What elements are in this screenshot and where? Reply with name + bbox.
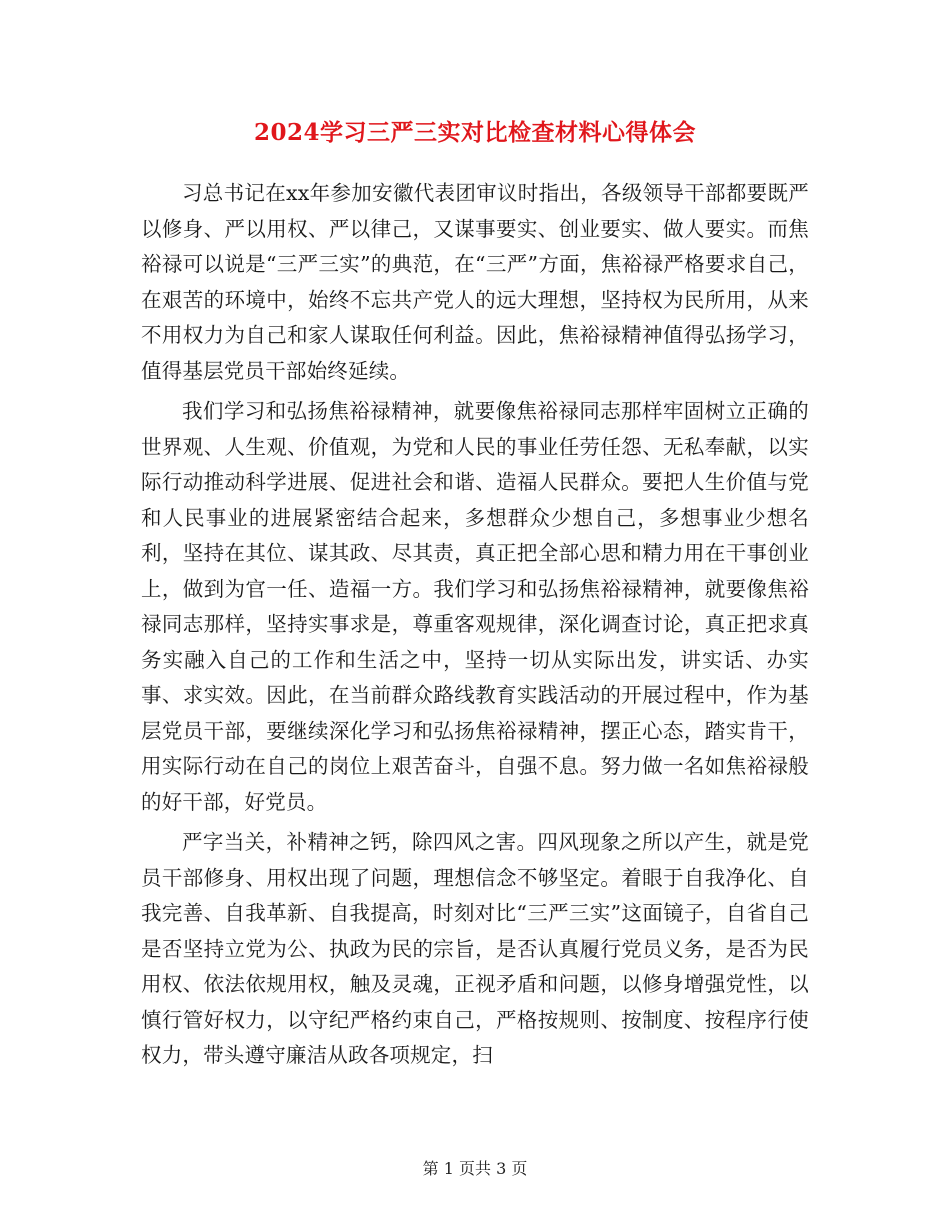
document-title: 2024学习三严三实对比检查材料心得体会	[253, 119, 696, 146]
paragraph-2: 我们学习和弘扬焦裕禄精神，就要像焦裕禄同志那样牢固树立正确的世界观、人生观、价值观，为党和人民的事业任劳任怨、无私奉献，以实际行动推动科学进展、促进社会和谐、造福人民群众。要把人生价值与党和人民事业的进展紧密结合起来，多想群众少想自己，多想事业少想名利，坚持在其位、谋其政、尽其责，真正把全部心思和精力用在干事创业上，做到为官一任、造福一方。我们学习和弘扬焦裕禄精神，就要像焦裕禄同志那样，坚持实事求是，尊重客观规律，深化调查讨论，真正把求真务实融入自己的工作和生活之中，坚持一切从实际出发，讲实话、办实事、求实效。因此，在当前群众路线教育实践活动的开展过程中，作为基层党员干部，要继续深化学习和弘扬焦裕禄精神，摆正心态，踏实肯干，用实际行动在自己的岗位上艰苦奋斗，自强不息。努力做一名如焦裕禄般的好干部，好党员。	[141, 399, 809, 814]
document-body	[141, 176, 809, 1079]
page-footer: 第 1 页共 3 页	[422, 1159, 528, 1178]
paragraph-3: 严字当关，补精神之钙，除四风之害。四风现象之所以产生，就是党员干部修身、用权出现了问题，理想信念不够坚定。着眼于自我净化、自我完善、自我革新、自我提高，时刻对比“三严三实”这面镜子，自省自己是否坚持立党为公、执政为民的宗旨，是否认真履行党员义务，是否为民用权、依法依规用权，触及灵魂，正视矛盾和问题，以修身增强党性，以慎行管好权力，以守纪严格约束自己，严格按规则、按制度、按程序行使权力，带头遵守廉洁从政各项规定，扫	[141, 830, 809, 1067]
paragraph-1: 习总书记在xx年参加安徽代表团审议时指出，各级领导干部都要既严以修身、严以用权、严以律己，又谋事要实、创业要实、做人要实。而焦裕禄可以说是“三严三实”的典范，在“三严”方面，焦裕禄严格要求自己，在艰苦的环境中，始终不忘共产党人的远大理想，坚持权为民所用，从来不用权力为自己和家人谋取任何利益。因此，焦裕禄精神值得弘扬学习，值得基层党员干部始终延续。	[141, 181, 809, 383]
